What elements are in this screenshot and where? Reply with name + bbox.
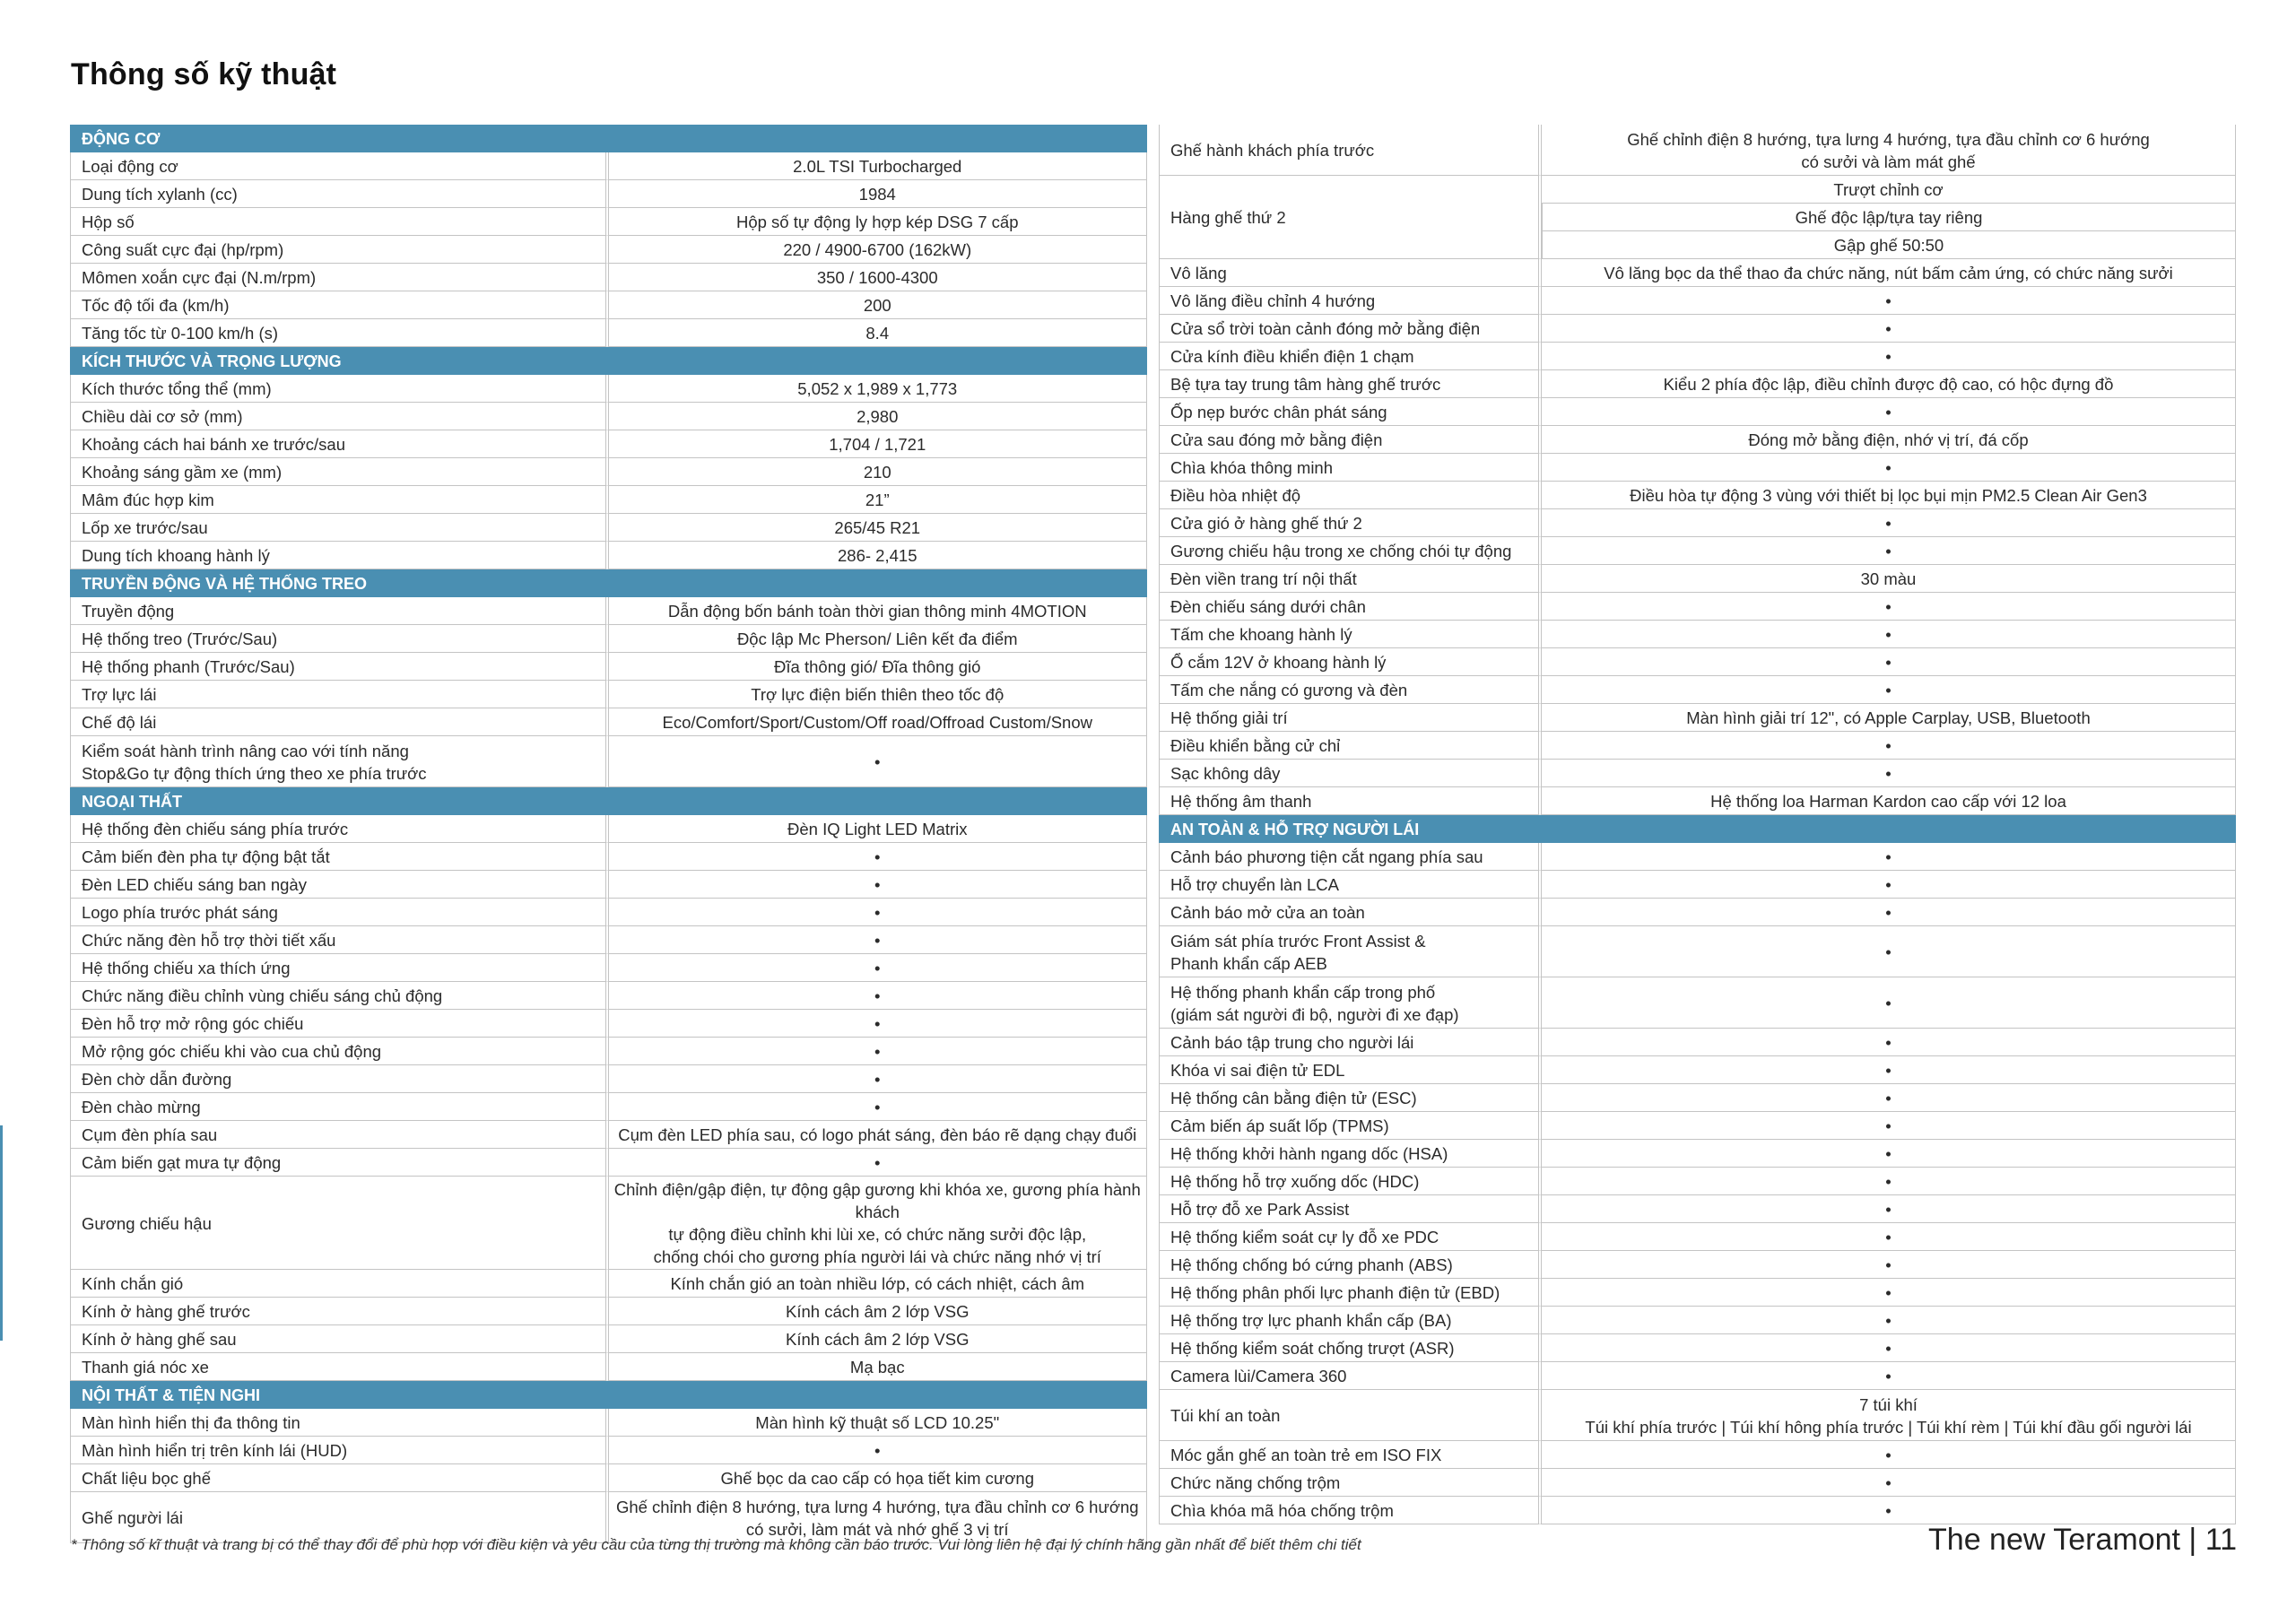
spec-row: [1159, 1279, 2236, 1307]
spec-label: Trợ lực lái: [70, 681, 609, 708]
spec-label: Hỗ trợ đỗ xe Park Assist: [1159, 1195, 1542, 1223]
spec-bullet: •: [1542, 1084, 2236, 1112]
spec-row: [1159, 1307, 2236, 1334]
spec-label: Mở rộng góc chiếu khi vào cua chủ động: [70, 1038, 609, 1065]
spec-row: [1159, 1497, 2236, 1524]
spec-label: Hệ thống phanh khẩn cấp trong phố (giám sát người đi bộ, người đi xe đạp): [1159, 977, 1542, 1029]
spec-bullet: •: [609, 954, 1148, 982]
spec-value: Độc lập Mc Pherson/ Liên kết đa điểm: [609, 625, 1148, 653]
spec-bullet: •: [1542, 732, 2236, 760]
spec-row: [70, 1010, 1147, 1038]
brand-page-number: The new Teramont | 11: [1928, 1523, 2237, 1557]
spec-value: 8.4: [609, 319, 1148, 347]
spec-label: Hệ thống phanh (Trước/Sau): [70, 653, 609, 681]
spec-row: [1159, 843, 2236, 871]
spec-label: Tăng tốc từ 0-100 km/h (s): [70, 319, 609, 347]
spec-value: 265/45 R21: [609, 514, 1148, 542]
spec-value: Cụm đèn LED phía sau, có logo phát sáng, đèn báo rẽ dạng chạy đuổi: [609, 1121, 1148, 1149]
spec-row: [70, 1325, 1147, 1353]
spec-label: Hệ thống trợ lực phanh khẩn cấp (BA): [1159, 1307, 1542, 1334]
spec-label: Mômen xoắn cực đại (N.m/rpm): [70, 264, 609, 291]
spec-row: [70, 815, 1147, 843]
spec-label: Cửa sổ trời toàn cảnh đóng mở bằng điện: [1159, 315, 1542, 343]
spec-value: Đĩa thông gió/ Đĩa thông gió: [609, 653, 1148, 681]
spec-bullet: •: [609, 1065, 1148, 1093]
spec-row: [1159, 760, 2236, 787]
spec-row: [1159, 426, 2236, 454]
spec-bullet: •: [1542, 621, 2236, 648]
spec-row: [1159, 899, 2236, 926]
spec-label: Giám sát phía trước Front Assist & Phanh khẩn cấp AEB: [1159, 926, 1542, 977]
spec-row: [1159, 1223, 2236, 1251]
spec-row: [1159, 1390, 2236, 1441]
spec-label: Chất liệu bọc ghế: [70, 1464, 609, 1492]
spec-bullet: •: [1542, 1223, 2236, 1251]
spec-bullet: •: [1542, 676, 2236, 704]
spec-label: Dung tích khoang hành lý: [70, 542, 609, 569]
spec-value: Điều hòa tự động 3 vùng với thiết bị lọc bụi mịn PM2.5 Clean Air Gen3: [1542, 482, 2236, 509]
spec-row: [70, 1464, 1147, 1492]
spec-label: Đèn hỗ trợ mở rộng góc chiếu: [70, 1010, 609, 1038]
spec-row: [70, 1437, 1147, 1464]
spec-row: [70, 1093, 1147, 1121]
spec-value: 2,980: [609, 403, 1148, 430]
spec-value: Dẫn động bốn bánh toàn thời gian thông minh 4MOTION: [609, 597, 1148, 625]
spec-label: Khoảng cách hai bánh xe trước/sau: [70, 430, 609, 458]
spec-row: [70, 653, 1147, 681]
spec-bullet: •: [609, 926, 1148, 954]
spec-label: Ốp nẹp bước chân phát sáng: [1159, 398, 1542, 426]
section-title: KÍCH THƯỚC VÀ TRỌNG LƯỢNG: [70, 347, 1147, 375]
spec-value: Gập ghế 50:50: [1542, 231, 2236, 259]
spec-bullet: •: [609, 1149, 1148, 1177]
spec-row: [70, 291, 1147, 319]
spec-label: Vô lăng điều chỉnh 4 hướng: [1159, 287, 1542, 315]
spec-bullet: •: [609, 843, 1148, 871]
spec-table-left: [70, 125, 1147, 1543]
spec-row: [70, 180, 1147, 208]
spec-row: [70, 486, 1147, 514]
spec-label: Chức năng đèn hỗ trợ thời tiết xấu: [70, 926, 609, 954]
spec-label: Hệ thống giải trí: [1159, 704, 1542, 732]
spec-row: [70, 843, 1147, 871]
spec-bullet: •: [609, 736, 1148, 787]
spec-value: Ghế độc lập/tựa tay riêng: [1542, 204, 2236, 231]
spec-label: Chế độ lái: [70, 708, 609, 736]
spec-label: Dung tích xylanh (cc): [70, 180, 609, 208]
spec-bullet: •: [1542, 454, 2236, 482]
spec-label: Khoảng sáng gầm xe (mm): [70, 458, 609, 486]
spec-label: Ghế hành khách phía trước: [1159, 125, 1542, 176]
spec-row: [70, 1409, 1147, 1437]
spec-label: Hệ thống khởi hành ngang dốc (HSA): [1159, 1140, 1542, 1168]
spec-label: Cảm biến đèn pha tự động bật tắt: [70, 843, 609, 871]
spec-value: Ghế chỉnh điện 8 hướng, tựa lưng 4 hướng, tựa đầu chỉnh cơ 6 hướng có sưởi, làm mát và nhớ ghế 3 vị trí: [609, 1492, 1148, 1543]
spec-bullet: •: [1542, 398, 2236, 426]
spec-row: [1159, 1469, 2236, 1497]
spec-bullet: •: [1542, 1334, 2236, 1362]
spec-label: Đèn viền trang trí nội thất: [1159, 565, 1542, 593]
spec-label: Công suất cực đại (hp/rpm): [70, 236, 609, 264]
spec-bullet: •: [1542, 1168, 2236, 1195]
spec-label: Vô lăng: [1159, 259, 1542, 287]
spec-label: Cụm đèn phía sau: [70, 1121, 609, 1149]
spec-bullet: •: [1542, 648, 2236, 676]
spec-table-right: [1159, 125, 2236, 1524]
page-title: Thông số kỹ thuật: [71, 57, 337, 91]
spec-row: [1159, 1362, 2236, 1390]
spec-label: Hệ thống cân bằng điện tử (ESC): [1159, 1084, 1542, 1112]
spec-value: Đóng mở bằng điện, nhớ vị trí, đá cốp: [1542, 426, 2236, 454]
spec-label: Logo phía trước phát sáng: [70, 899, 609, 926]
spec-row: [70, 926, 1147, 954]
spec-value: 2.0L TSI Turbocharged: [609, 152, 1148, 180]
spec-row: [1159, 621, 2236, 648]
spec-row: [70, 899, 1147, 926]
spec-value: 220 / 4900-6700 (162kW): [609, 236, 1148, 264]
spec-row: [1159, 1334, 2236, 1362]
spec-bullet: •: [1542, 1307, 2236, 1334]
spec-row: [1159, 787, 2236, 815]
spec-value: Mạ bạc: [609, 1353, 1148, 1381]
spec-row: [1159, 370, 2236, 398]
section-title: ĐỘNG CƠ: [70, 125, 1147, 152]
spec-label: Đèn chiếu sáng dưới chân: [1159, 593, 1542, 621]
spec-row: [70, 514, 1147, 542]
spec-bullet: •: [1542, 760, 2236, 787]
spec-label: Mâm đúc hợp kim: [70, 486, 609, 514]
spec-bullet: •: [1542, 537, 2236, 565]
section-title: TRUYỀN ĐỘNG VÀ HỆ THỐNG TREO: [70, 569, 1147, 597]
spec-label: Hộp số: [70, 208, 609, 236]
spec-row: [70, 375, 1147, 403]
spec-label: Bệ tựa tay trung tâm hàng ghế trước: [1159, 370, 1542, 398]
spec-label: Cửa kính điều khiển điện 1 chạm: [1159, 343, 1542, 370]
spec-row: [1159, 398, 2236, 426]
spec-label: Tấm che khoang hành lý: [1159, 621, 1542, 648]
spec-bullet: •: [1542, 899, 2236, 926]
spec-bullet: •: [609, 1437, 1148, 1464]
spec-value: Kiểu 2 phía độc lập, điều chỉnh được độ cao, có hộc đựng đồ: [1542, 370, 2236, 398]
spec-row: [1159, 482, 2236, 509]
spec-label: Cảnh báo phương tiện cắt ngang phía sau: [1159, 843, 1542, 871]
spec-bullet: •: [1542, 1056, 2236, 1084]
spec-value: 350 / 1600-4300: [609, 264, 1148, 291]
spec-label: Cảm biến áp suất lốp (TPMS): [1159, 1112, 1542, 1140]
spec-row: [1159, 176, 2236, 204]
spec-label: Gương chiếu hậu trong xe chống chói tự động: [1159, 537, 1542, 565]
spec-label: Hệ thống chống bó cứng phanh (ABS): [1159, 1251, 1542, 1279]
spec-value: Vô lăng bọc da thể thao đa chức năng, nút bấm cảm ứng, có chức năng sưởi: [1542, 259, 2236, 287]
section-header-truyen-dong-va-he-thong-treo: [70, 569, 1147, 597]
spec-row: [70, 954, 1147, 982]
spec-row: [1159, 565, 2236, 593]
spec-bullet: •: [609, 982, 1148, 1010]
spec-row: [1159, 509, 2236, 537]
page-edge-accent: [0, 1125, 3, 1341]
spec-bullet: •: [1542, 1029, 2236, 1056]
spec-row: [1159, 676, 2236, 704]
spec-label: Cửa sau đóng mở bằng điện: [1159, 426, 1542, 454]
spec-bullet: •: [1542, 1362, 2236, 1390]
section-header-dong-co: [70, 125, 1147, 152]
spec-row: [1159, 977, 2236, 1029]
spec-value: Đèn IQ Light LED Matrix: [609, 815, 1148, 843]
spec-bullet: •: [1542, 1251, 2236, 1279]
spec-value: Hộp số tự động ly hợp kép DSG 7 cấp: [609, 208, 1148, 236]
spec-label: Hệ thống chiếu xa thích ứng: [70, 954, 609, 982]
spec-label: Tấm che nắng có gương và đèn: [1159, 676, 1542, 704]
spec-label: Điều khiển bằng cử chỉ: [1159, 732, 1542, 760]
spec-bullet: •: [1542, 1279, 2236, 1307]
spec-bullet: •: [609, 1010, 1148, 1038]
spec-label: Cảnh báo tập trung cho người lái: [1159, 1029, 1542, 1056]
spec-bullet: •: [1542, 1469, 2236, 1497]
spec-label: Khóa vi sai điện tử EDL: [1159, 1056, 1542, 1084]
spec-row: [70, 1270, 1147, 1298]
section-header-noi-that-tien-nghi: [70, 1381, 1147, 1409]
spec-label: Chìa khóa thông minh: [1159, 454, 1542, 482]
spec-value: 1984: [609, 180, 1148, 208]
spec-row: [70, 1177, 1147, 1270]
spec-row: [70, 708, 1147, 736]
spec-row: [70, 625, 1147, 653]
spec-label: Ghế người lái: [70, 1492, 609, 1543]
spec-row: [1159, 593, 2236, 621]
spec-label: Túi khí an toàn: [1159, 1390, 1542, 1441]
spec-label: Đèn LED chiếu sáng ban ngày: [70, 871, 609, 899]
spec-row: [1159, 537, 2236, 565]
spec-row: [1159, 704, 2236, 732]
spec-label: Hệ thống treo (Trước/Sau): [70, 625, 609, 653]
spec-label: Hệ thống phân phối lực phanh điện tử (EBD): [1159, 1279, 1542, 1307]
spec-bullet: •: [1542, 843, 2236, 871]
spec-row: [70, 871, 1147, 899]
spec-row: [70, 208, 1147, 236]
spec-value: 286- 2,415: [609, 542, 1148, 569]
spec-value: Kính cách âm 2 lớp VSG: [609, 1298, 1148, 1325]
spec-row: [70, 152, 1147, 180]
spec-bullet: •: [1542, 343, 2236, 370]
spec-value: Trợ lực điện biến thiên theo tốc độ: [609, 681, 1148, 708]
spec-label: Điều hòa nhiệt độ: [1159, 482, 1542, 509]
spec-label: Cảnh báo mở cửa an toàn: [1159, 899, 1542, 926]
spec-label: Hệ thống hỗ trợ xuống dốc (HDC): [1159, 1168, 1542, 1195]
spec-bullet: •: [609, 871, 1148, 899]
spec-label: Chìa khóa mã hóa chống trộm: [1159, 1497, 1542, 1524]
spec-row: [70, 1038, 1147, 1065]
spec-row: [70, 403, 1147, 430]
spec-label: Màn hình hiển trị trên kính lái (HUD): [70, 1437, 609, 1464]
spec-row: [1159, 287, 2236, 315]
spec-label: Cảm biến gạt mưa tự động: [70, 1149, 609, 1177]
spec-row: [1159, 732, 2236, 760]
spec-label: Thanh giá nóc xe: [70, 1353, 609, 1381]
spec-label: Camera lùi/Camera 360: [1159, 1362, 1542, 1390]
spec-label: Truyền động: [70, 597, 609, 625]
spec-row: [1159, 125, 2236, 176]
spec-bullet: •: [609, 1038, 1148, 1065]
spec-bullet: •: [1542, 315, 2236, 343]
spec-label: Loại động cơ: [70, 152, 609, 180]
spec-label: Kích thước tổng thể (mm): [70, 375, 609, 403]
spec-bullet: •: [609, 1093, 1148, 1121]
spec-label: Kiểm soát hành trình nâng cao với tính năng Stop&Go tự động thích ứng theo xe phía trước: [70, 736, 609, 787]
spec-value: 210: [609, 458, 1148, 486]
spec-label: Kính ở hàng ghế sau: [70, 1325, 609, 1353]
spec-value: 7 túi khí Túi khí phía trước | Túi khí hông phía trước | Túi khí rèm | Túi khí đầu gối người lái: [1542, 1390, 2236, 1441]
spec-label: Ổ cắm 12V ở khoang hành lý: [1159, 648, 1542, 676]
spec-row: [70, 430, 1147, 458]
spec-row: [1159, 1441, 2236, 1469]
spec-value: Ghế bọc da cao cấp có họa tiết kim cương: [609, 1464, 1148, 1492]
spec-bullet: •: [1542, 1195, 2236, 1223]
spec-row: [1159, 259, 2236, 287]
spec-label: Chức năng điều chỉnh vùng chiếu sáng chủ động: [70, 982, 609, 1010]
spec-label: Hỗ trợ chuyển làn LCA: [1159, 871, 1542, 899]
spec-label: Chiều dài cơ sở (mm): [70, 403, 609, 430]
spec-value: Kính cách âm 2 lớp VSG: [609, 1325, 1148, 1353]
spec-label: Chức năng chống trộm: [1159, 1469, 1542, 1497]
spec-row: [1159, 926, 2236, 977]
spec-label: Hàng ghế thứ 2: [1159, 176, 1542, 259]
section-header-an-toan-ho-tro-nguoi-lai: [1159, 815, 2236, 843]
footnote: * Thông số kĩ thuật và trang bị có thể thay đổi để phù hợp với điều kiện và yêu cầu của từng thị trường mà không cần báo trước. Vui lòng liên hệ đại lý chính hãng gần nhất để biết thêm chi tiết: [71, 1536, 1361, 1553]
spec-label: Hệ thống kiểm soát chống trượt (ASR): [1159, 1334, 1542, 1362]
spec-row: [1159, 648, 2236, 676]
spec-row: [70, 681, 1147, 708]
spec-value: Hệ thống loa Harman Kardon cao cấp với 12 loa: [1542, 787, 2236, 815]
spec-label: Gương chiếu hậu: [70, 1177, 609, 1270]
spec-row: [70, 542, 1147, 569]
spec-value: 5,052 x 1,989 x 1,773: [609, 375, 1148, 403]
spec-bullet: •: [1542, 926, 2236, 977]
spec-row: [1159, 1029, 2236, 1056]
spec-value: 21”: [609, 486, 1148, 514]
spec-label: Hệ thống âm thanh: [1159, 787, 1542, 815]
spec-label: Đèn chào mừng: [70, 1093, 609, 1121]
spec-row: [1159, 1251, 2236, 1279]
spec-bullet: •: [1542, 287, 2236, 315]
spec-value: Màn hình giải trí 12", có Apple Carplay, USB, Bluetooth: [1542, 704, 2236, 732]
spec-label: Kính chắn gió: [70, 1270, 609, 1298]
spec-row: [70, 1121, 1147, 1149]
spec-bullet: •: [1542, 1140, 2236, 1168]
spec-value: Trượt chỉnh cơ: [1542, 176, 2236, 204]
spec-row: [1159, 1112, 2236, 1140]
section-header-kich-thuoc-va-trong-luong: [70, 347, 1147, 375]
spec-row: [70, 458, 1147, 486]
spec-row: [1159, 1084, 2236, 1112]
spec-label: Màn hình hiển thị đa thông tin: [70, 1409, 609, 1437]
spec-label: Kính ở hàng ghế trước: [70, 1298, 609, 1325]
spec-bullet: •: [609, 899, 1148, 926]
spec-label: Hệ thống kiểm soát cự ly đỗ xe PDC: [1159, 1223, 1542, 1251]
spec-value: Eco/Comfort/Sport/Custom/Off road/Offroad Custom/Snow: [609, 708, 1148, 736]
spec-row: [1159, 315, 2236, 343]
spec-row: [70, 597, 1147, 625]
spec-row: [70, 236, 1147, 264]
spec-row: [70, 319, 1147, 347]
spec-bullet: •: [1542, 509, 2236, 537]
spec-value: Kính chắn gió an toàn nhiều lớp, có cách nhiệt, cách âm: [609, 1270, 1148, 1298]
spec-row: [70, 736, 1147, 787]
spec-row: [70, 1353, 1147, 1381]
spec-label: Lốp xe trước/sau: [70, 514, 609, 542]
spec-value: 30 màu: [1542, 565, 2236, 593]
spec-row: [70, 264, 1147, 291]
spec-value: Ghế chỉnh điện 8 hướng, tựa lưng 4 hướng, tựa đầu chỉnh cơ 6 hướng có sưởi và làm mát ghế: [1542, 125, 2236, 176]
spec-value: 200: [609, 291, 1148, 319]
section-title: NỘI THẤT & TIỆN NGHI: [70, 1381, 1147, 1409]
section-header-ngoai-that: [70, 787, 1147, 815]
spec-row: [1159, 1056, 2236, 1084]
spec-bullet: •: [1542, 593, 2236, 621]
spec-bullet: •: [1542, 871, 2236, 899]
spec-row: [1159, 1195, 2236, 1223]
spec-label: Hệ thống đèn chiếu sáng phía trước: [70, 815, 609, 843]
section-title: NGOẠI THẤT: [70, 787, 1147, 815]
spec-label: Móc gắn ghế an toàn trẻ em ISO FIX: [1159, 1441, 1542, 1469]
spec-bullet: •: [1542, 1441, 2236, 1469]
spec-value: Màn hình kỹ thuật số LCD 10.25": [609, 1409, 1148, 1437]
spec-row: [1159, 1140, 2236, 1168]
spec-row: [1159, 1168, 2236, 1195]
spec-bullet: •: [1542, 1497, 2236, 1524]
spec-row: [70, 1149, 1147, 1177]
spec-row: [70, 1298, 1147, 1325]
spec-value: 1,704 / 1,721: [609, 430, 1148, 458]
spec-row: [1159, 343, 2236, 370]
section-title: AN TOÀN & HỖ TRỢ NGƯỜI LÁI: [1159, 815, 2236, 843]
spec-label: Tốc độ tối đa (km/h): [70, 291, 609, 319]
spec-row: [1159, 871, 2236, 899]
spec-label: Cửa gió ở hàng ghế thứ 2: [1159, 509, 1542, 537]
spec-row: [70, 982, 1147, 1010]
spec-bullet: •: [1542, 1112, 2236, 1140]
spec-row: [1159, 454, 2236, 482]
spec-value: Chỉnh điện/gập điện, tự động gập gương khi khóa xe, gương phía hành khách tự động điều chỉnh khi lùi xe, có chức năng sưởi độc lập, chống chói cho gương phía người lái và chức năng nhớ vị trí: [609, 1177, 1148, 1270]
spec-row: [70, 1065, 1147, 1093]
spec-bullet: •: [1542, 977, 2236, 1029]
spec-label: Sạc không dây: [1159, 760, 1542, 787]
spec-label: Đèn chờ dẫn đường: [70, 1065, 609, 1093]
